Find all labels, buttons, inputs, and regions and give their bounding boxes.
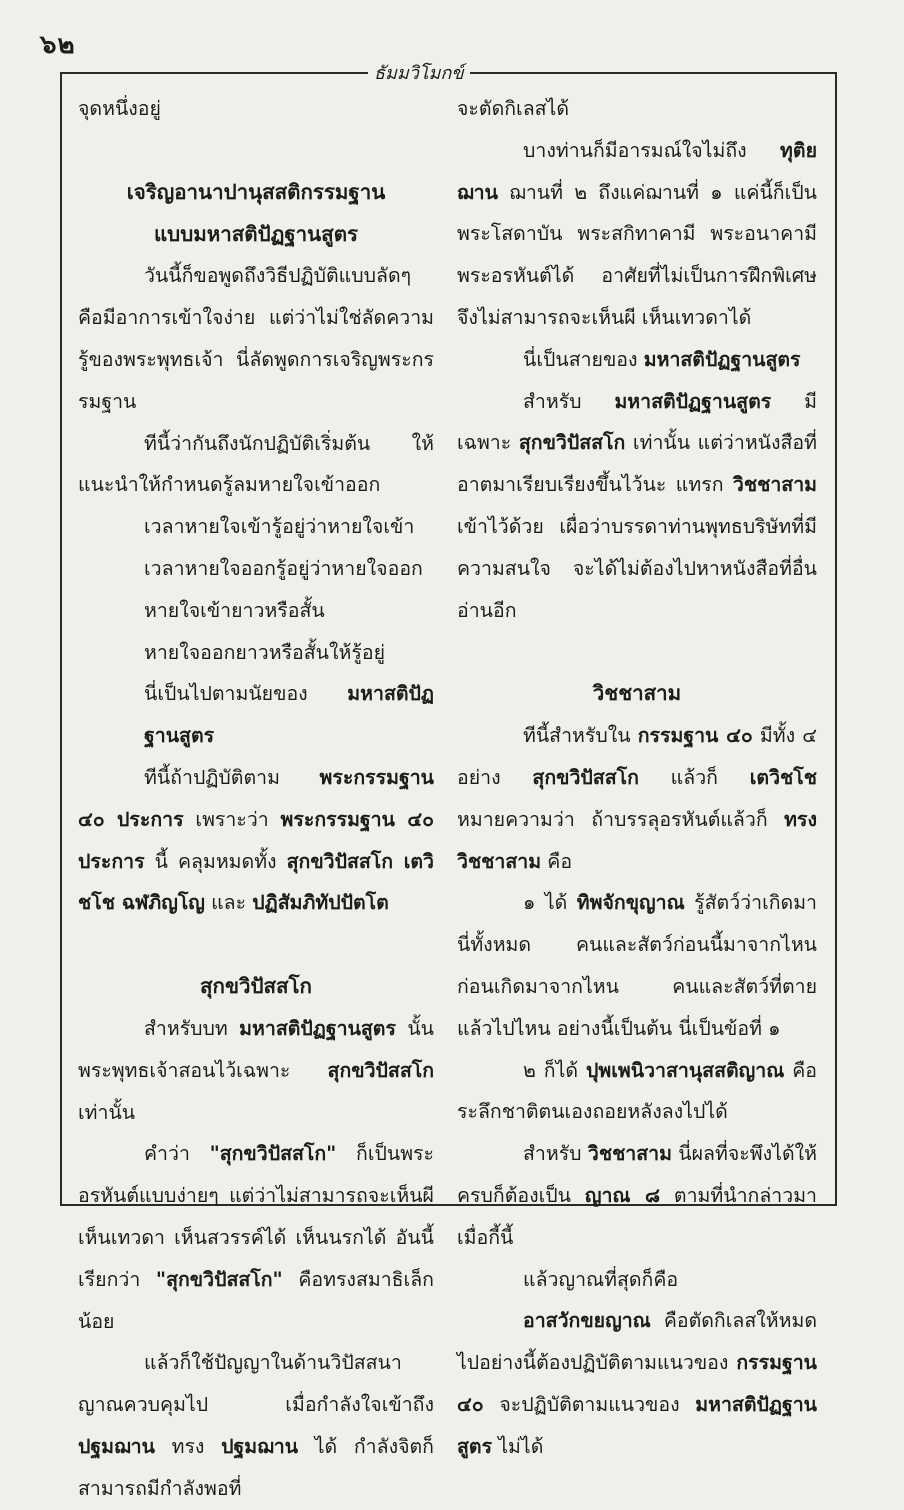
section-heading: วิชชาสาม (592, 681, 682, 706)
section-heading: แบบมหาสติปัฏฐานสูตร (153, 221, 359, 246)
right-column (457, 88, 817, 1468)
paragraph: วันนี้ก็ขอพูดถึงวิธีปฏิบัติแบบลัดๆ คือมีอาการเข้าใจง่าย แต่ว่าไม่ใช่ลัดความรู้ของพระพุทธเจ้า นี่ลัดพูดการเจริญพระกรรมฐาน (78, 264, 434, 413)
paragraph: ๒ ก็ได้ ปุพเพนิวาสานุสสติญาณ คือระลึกชาติตนเองถอยหลังลงไปได้ (457, 1058, 817, 1124)
paragraph: แล้วก็ใช้ปัญญาในด้านวิปัสสนาญาณควบคุมไป เมื่อกำลังใจเข้าถึง ปฐมฌาน ทรง ปฐมฌาน ได้ กำลังจิตก็สามารถมีกำลังพอที่ (78, 1351, 434, 1500)
paragraph: นี่เป็นสายของ มหาสติปัฏฐานสูตร (523, 347, 801, 371)
paragraph: คำว่า "สุกขวิปัสสโก" ก็เป็นพระอรหันต์แบบง่ายๆ แต่ว่าไม่สามารถจะเห็นผี เห็นเทวดา เห็นสวรรค์ได้ เห็นนรกได้ อันนี้เรียกว่า "สุกขวิปัสสโก" คือทรงสมาธิเล็กน้อย (78, 1142, 434, 1333)
running-title: ธัมมวิโมกข์ (368, 58, 470, 87)
breath-line: หายใจเข้ายาวหรือสั้น (144, 598, 325, 622)
section-heading: เจริญอานาปานุสสติกรรมฐาน (126, 179, 386, 204)
breath-line: หายใจออกยาวหรือสั้นให้รู้อยู่ (144, 640, 385, 664)
section-heading: สุกขวิปัสสโก (200, 974, 312, 999)
paragraph: อาสวักขยญาณ คือตัดกิเลสให้หมดไปอย่างนี้ต้องปฏิบัติตามแนวของ กรรมฐาน ๔๐ จะปฏิบัติตามแนวของ มหาสติปัฏฐานสูตร ไม่ได้ (457, 1309, 817, 1458)
paragraph: แล้วญาณที่สุดก็คือ (523, 1267, 679, 1291)
continuation-line: จะตัดกิเลสได้ (457, 97, 570, 120)
paragraph: สำหรับ วิชชาสาม นี่ผลที่จะพึงได้ให้ครบก็ต้องเป็น ญาณ ๘ ตามที่นำกล่าวมาเมื่อกี้นี้ (457, 1142, 817, 1249)
paragraph: สำหรับ มหาสติปัฏฐานสูตร มีเฉพาะ สุกขวิปัสสโก เท่านั้น แต่ว่าหนังสือที่อาตมาเรียบเรียงขึ้นไว้นะ แทรก วิชชาสาม เข้าไว้ด้วย เผื่อว่าบรรดาท่านพุทธบริษัทที่มีความสนใจ จะได้ไม่ต้องไปหาหนังสือที่อื่นอ่านอีก (457, 389, 817, 622)
paragraph: ทีนี้สำหรับใน กรรมฐาน ๔๐ มีทั้ง ๔ อย่าง สุกขวิปัสสโก แล้วก็ เตวิชโช หมายความว่า ถ้าบรรลุอรหันต์แล้วก็ ทรงวิชชาสาม คือ (457, 724, 817, 873)
paragraph: ทีนี้ว่ากันถึงนักปฏิบัติเริ่มต้น ให้แนะนำให้กำหนดรู้ลมหายใจเข้าออก (78, 431, 434, 497)
breath-line: เวลาหายใจออกรู้อยู่ว่าหายใจออก (144, 556, 423, 580)
breath-line: เวลาหายใจเข้ารู้อยู่ว่าหายใจเข้า (144, 515, 415, 539)
paragraph: ทีนี้ถ้าปฏิบัติตาม พระกรรมฐาน ๔๐ ประการ เพราะว่า พระกรรมฐาน ๔๐ ประการ นี้ คลุมหมดทั้ง สุกขวิปัสสโก เตวิชโช ฉฬภิญโญ และ ปฏิสัมภิทัปปัตโต (78, 765, 435, 915)
page-number: ๖๒ (40, 30, 76, 60)
left-column (78, 88, 434, 1510)
paragraph: สำหรับบท มหาสติปัฏฐานสูตร นั้น พระพุทธเจ้าสอนไว้เฉพาะ สุกขวิปัสสโก เท่านั้น (78, 1016, 434, 1124)
paragraph: นี่เป็นไปตามนัยของ มหาสติปัฏฐานสูตร (144, 682, 434, 748)
paragraph: ๑ ได้ ทิพจักขุญาณ รู้สัตว์ว่าเกิดมานี่ทั้งหมด คนและสัตว์ก่อนนี้มาจากไหน ก่อนเกิดมาจากไหน คนและสัตว์ที่ตายแล้วไปไหน อย่างนี้เป็นต้น นี่เป็นข้อที่ ๑ (457, 891, 818, 1040)
paragraph: บางท่านก็มีอารมณ์ใจไม่ถึง ทุติยฌาน ฌานที่ ๒ ถึงแค่ฌานที่ ๑ แค่นี้ก็เป็นพระโสดาบัน พระสกิทาคามี พระอนาคามี พระอรหันต์ได้ อาศัยที่ไม่เป็นการฝึกพิเศษ จึงไม่สามารถจะเห็นผี เห็นเทวดาได้ (457, 138, 817, 329)
continuation-line: จุดหนึ่งอยู่ (78, 97, 161, 120)
